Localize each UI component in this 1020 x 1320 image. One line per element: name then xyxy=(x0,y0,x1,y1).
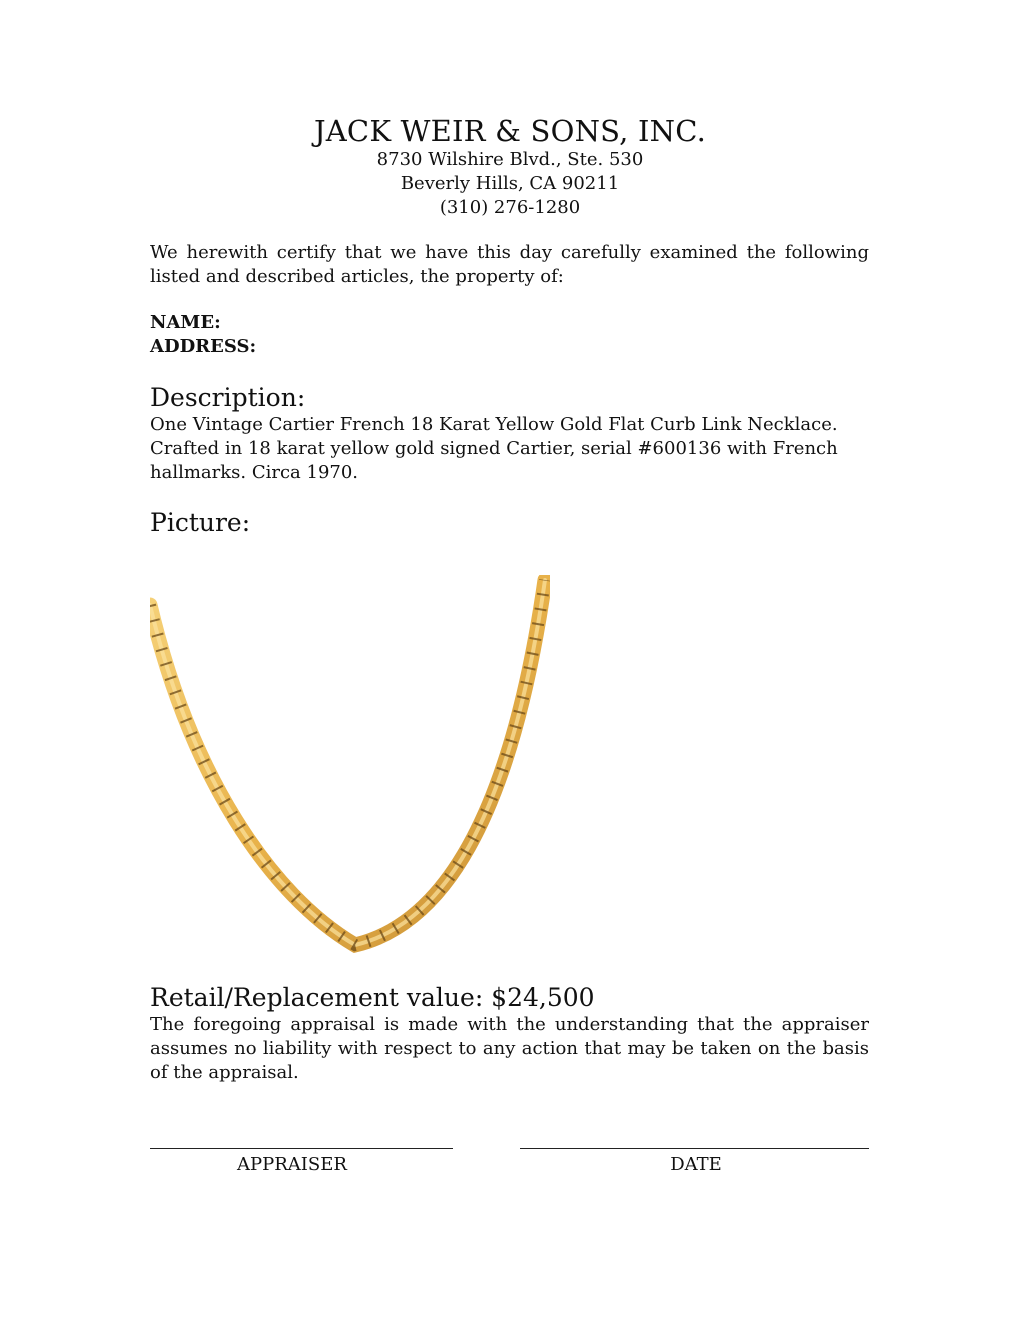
company-name: JACK WEIR & SONS, INC. xyxy=(313,114,707,148)
phone-number: (310) 276-1280 xyxy=(439,197,581,218)
street-address: 8730 Wilshire Blvd., Ste. 530 xyxy=(376,149,644,170)
name-label: NAME: xyxy=(150,312,221,333)
address-label: ADDRESS: xyxy=(150,336,257,357)
date-label: DATE xyxy=(670,1154,722,1175)
description-text: One Vintage Cartier French 18 Karat Yellow Gold Flat Curb Link Necklace. Crafted in 18 karat yellow gold signed Cartier, serial #600136 with French hallmarks. Circa 1970. xyxy=(150,414,838,483)
city-address: Beverly Hills, CA 90211 xyxy=(400,173,620,194)
appraiser-signature-line xyxy=(150,1148,453,1149)
picture-heading: Picture: xyxy=(150,508,251,537)
appraiser-label: APPRAISER xyxy=(237,1154,347,1175)
date-signature-line xyxy=(520,1148,869,1149)
necklace-image xyxy=(150,575,550,955)
disclaimer-text: The foregoing appraisal is made with the understanding that the appraiser assumes no liability with respect to any action that may be taken on the basis of the appraisal. xyxy=(150,1014,869,1083)
letterhead xyxy=(0,114,1020,220)
description-heading: Description: xyxy=(150,383,306,412)
value-heading: Retail/Replacement value: $24,500 xyxy=(150,983,595,1012)
certification-text: We herewith certify that we have this day carefully examined the following listed and described articles, the property of: xyxy=(150,242,869,287)
